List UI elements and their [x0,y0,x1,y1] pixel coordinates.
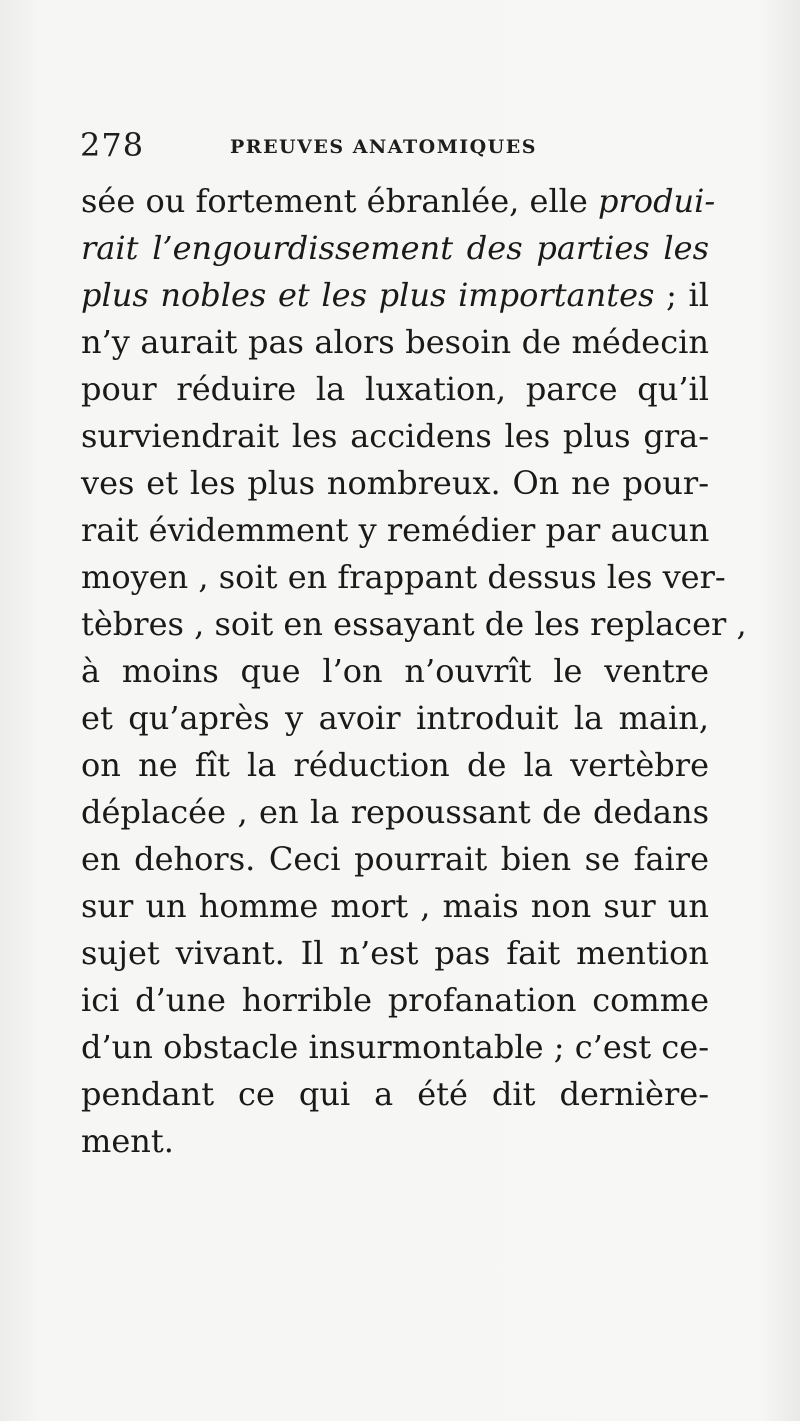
text-line: ici d’une horrible profanation comme [81,981,709,1019]
text-line: d’un obstacle insurmontable ; c’est ce- [81,1028,709,1066]
running-head: PREUVES ANATOMIQUES [230,136,537,158]
text-line: moyen , soit en frappant dessus les ver- [81,558,726,596]
text-line: sée ou fortement ébranlée, elle produi- [81,182,716,220]
text-line: on ne fît la réduction de la vertèbre [81,746,709,784]
text-line: déplacée , en la repoussant de dedans [81,793,709,831]
text-line: sur un homme mort , mais non sur un [81,887,709,925]
text-line: surviendrait les accidens les plus gra- [81,417,709,455]
text-line: ment. [81,1122,174,1160]
text-line: ves et les plus nombreux. On ne pour- [81,464,709,502]
page-number: 278 [80,126,145,164]
text-line: en dehors. Ceci pourrait bien se faire [81,840,709,878]
body-text [81,178,747,1165]
text-line: sujet vivant. Il n’est pas fait mention [81,934,709,972]
text-line: rait évidemment y remédier par aucun [81,511,710,549]
text-line: n’y aurait pas alors besoin de médecin [81,323,709,361]
text-line: et qu’après y avoir introduit la main, [81,699,709,737]
text-line: pour réduire la luxation, parce qu’il [81,370,709,408]
text-line: tèbres , soit en essayant de les replacer , [81,605,747,643]
text-line: rait l’engourdissement des parties les [81,229,709,267]
page-header [80,126,720,166]
text-line: plus nobles et les plus importantes ; il [81,276,710,314]
text-line: à moins que l’on n’ouvrît le ventre [81,652,709,690]
text-line: pendant ce qui a été dit dernière- [81,1075,709,1113]
